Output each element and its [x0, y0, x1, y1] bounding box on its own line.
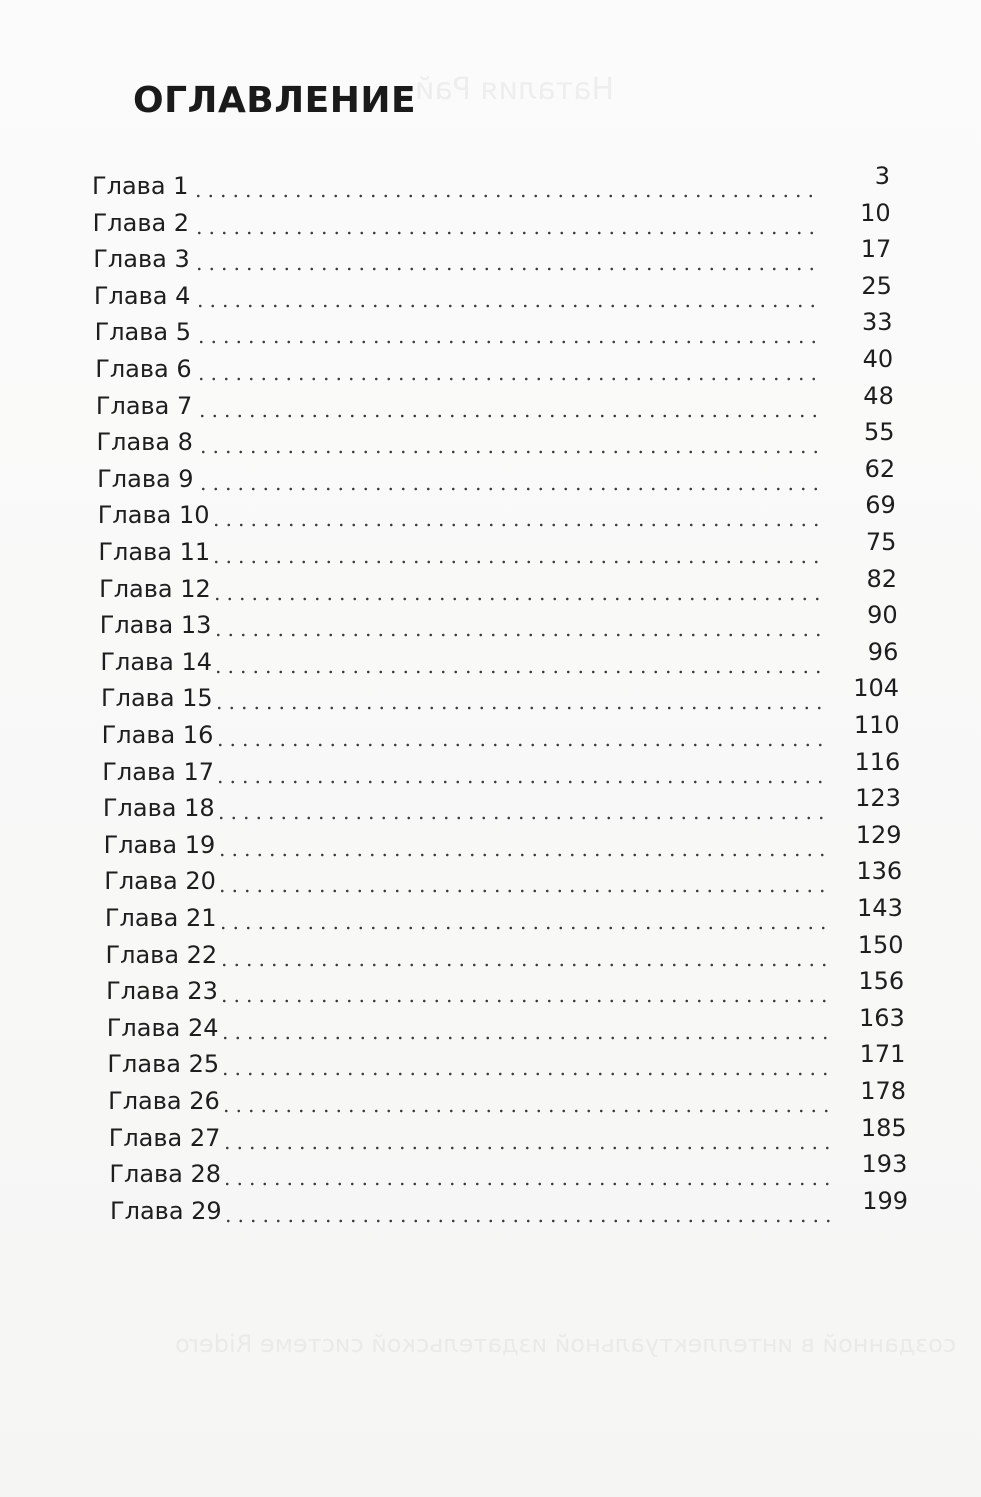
toc-entry[interactable] — [110, 1186, 908, 1229]
toc-entry-label: Глава 29 — [110, 1196, 222, 1225]
toc-leader-dots — [215, 816, 829, 820]
toc-leader-dots — [197, 450, 823, 454]
toc-entry-page-number: 171 — [859, 1040, 906, 1069]
toc-entry-label: Глава 25 — [107, 1050, 220, 1079]
toc-entry[interactable] — [94, 308, 893, 350]
toc-leader-dots — [197, 487, 823, 491]
toc-entry-page-number: 96 — [867, 637, 899, 666]
toc-entry-page-number: 185 — [860, 1113, 907, 1142]
toc-entry[interactable] — [101, 674, 899, 716]
toc-entry-page-number: 199 — [862, 1186, 908, 1215]
toc-entry[interactable] — [92, 198, 891, 241]
page-title: ОГЛАВЛЕНИЕ — [133, 80, 417, 121]
toc-leader-dots — [192, 194, 818, 198]
toc-entry-label: Глава 19 — [103, 830, 216, 859]
toc-entry[interactable] — [107, 1040, 906, 1082]
toc-leader-dots — [210, 560, 824, 564]
toc-leader-dots — [196, 414, 822, 418]
toc-leader-dots — [214, 780, 828, 784]
toc-entry-label: Глава 5 — [94, 318, 191, 347]
toc-entry[interactable] — [100, 637, 899, 680]
toc-entry[interactable] — [108, 1113, 907, 1156]
toc-entry-label: Глава 28 — [109, 1160, 222, 1189]
toc-leader-dots — [222, 1219, 836, 1223]
toc-entry[interactable] — [97, 491, 896, 533]
toc-entry-label: Глава 15 — [101, 684, 213, 713]
toc-entry-page-number: 69 — [865, 491, 896, 520]
toc-entry-page-number: 48 — [863, 381, 894, 410]
toc-entry-page-number: 3 — [874, 162, 890, 190]
toc-entry-label: Глава 27 — [108, 1123, 221, 1152]
toc-entry-label: Глава 21 — [104, 904, 217, 932]
toc-entry-label: Глава 22 — [105, 940, 218, 969]
toc-entry[interactable] — [104, 857, 903, 899]
toc-entry-label: Глава 9 — [97, 464, 194, 493]
toc-entry-label: Глава 3 — [93, 245, 190, 274]
toc-entry-page-number: 90 — [867, 601, 898, 630]
toc-leader-dots — [217, 926, 831, 930]
toc-entry[interactable] — [103, 820, 902, 863]
toc-entry-page-number: 156 — [858, 967, 905, 996]
toc-leader-dots — [220, 1109, 834, 1113]
toc-entry-page-number: 136 — [856, 857, 903, 886]
toc-leader-dots — [219, 1036, 833, 1040]
toc-entry[interactable] — [95, 345, 894, 387]
toc-entry[interactable] — [96, 418, 895, 460]
toc-entry[interactable] — [106, 967, 905, 1009]
toc-entry-page-number: 193 — [861, 1150, 908, 1179]
toc-entry-label: Глава 18 — [102, 794, 215, 823]
toc-entry-label: Глава 12 — [99, 574, 211, 603]
toc-leader-dots — [210, 523, 824, 527]
toc-leader-dots — [218, 963, 832, 967]
toc-entry-label: Глава 23 — [106, 977, 218, 1006]
toc-entry-page-number: 33 — [862, 308, 893, 337]
toc-entry-label: Глава 17 — [102, 757, 214, 786]
toc-entry[interactable] — [97, 454, 896, 497]
toc-entry-page-number: 150 — [857, 930, 904, 959]
toc-entry[interactable] — [101, 711, 900, 753]
toc-entry-page-number: 75 — [865, 528, 897, 556]
toc-entry-label: Глава 1 — [92, 172, 189, 200]
toc-leader-dots — [193, 231, 819, 235]
toc-entry-page-number: 110 — [853, 711, 900, 739]
toc-entry[interactable] — [92, 162, 890, 204]
toc-entry[interactable] — [105, 930, 904, 973]
toc-entry-page-number: 10 — [860, 198, 891, 227]
toc-entry-page-number: 17 — [860, 235, 892, 264]
toc-entry[interactable] — [93, 271, 892, 314]
toc-entry-label: Глава 16 — [101, 721, 214, 749]
toc-entry-label: Глава 8 — [96, 428, 193, 457]
toc-entry[interactable] — [99, 601, 898, 643]
toc-entry-label: Глава 26 — [108, 1087, 220, 1115]
toc-entry-page-number: 123 — [855, 784, 901, 813]
toc-entry[interactable] — [93, 235, 892, 277]
toc-entry[interactable] — [95, 381, 894, 424]
toc-entry-label: Глава 20 — [104, 867, 216, 896]
toc-leader-dots — [195, 377, 821, 381]
toc-leader-dots — [211, 597, 825, 601]
toc-entry[interactable] — [98, 528, 897, 570]
toc-entry-page-number: 116 — [854, 747, 901, 776]
toc-leader-dots — [216, 889, 830, 893]
toc-entry-label: Глава 24 — [106, 1013, 219, 1042]
toc-entry[interactable] — [109, 1150, 908, 1192]
toc-entry-page-number: 55 — [863, 418, 895, 447]
toc-leader-dots — [212, 670, 826, 674]
toc-entry-page-number: 104 — [853, 674, 899, 703]
toc-leader-dots — [194, 304, 820, 308]
toc-entry[interactable] — [99, 564, 898, 607]
toc-entry[interactable] — [102, 784, 901, 826]
toc-entry-page-number: 82 — [866, 564, 898, 593]
toc-entry-page-number: 40 — [862, 345, 894, 373]
toc-leader-dots — [218, 999, 832, 1003]
toc-entry-page-number: 163 — [858, 1003, 905, 1032]
toc-entry-label: Глава 2 — [92, 208, 190, 237]
toc-entry-label: Глава 13 — [99, 611, 212, 640]
toc-entry-page-number: 62 — [864, 454, 896, 483]
toc-leader-dots — [212, 633, 826, 637]
toc-entry-page-number: 129 — [855, 820, 902, 849]
show-through-author-text: Наталия Рай — [415, 72, 615, 107]
toc-entry-label: Глава 14 — [100, 647, 213, 676]
toc-entry-label: Глава 4 — [93, 281, 191, 310]
toc-entry[interactable] — [104, 894, 903, 936]
toc-leader-dots — [221, 1146, 835, 1150]
toc-entry-label: Глава 6 — [95, 355, 192, 383]
toc-leader-dots — [213, 706, 827, 710]
toc-entry-label: Глава 7 — [95, 391, 193, 420]
toc-leader-dots — [216, 853, 830, 857]
toc-entry-page-number: 143 — [857, 894, 903, 922]
toc-leader-dots — [214, 743, 828, 747]
toc-entry-label: Глава 11 — [98, 538, 211, 566]
toc-leader-dots — [193, 267, 819, 271]
toc-entry-page-number: 178 — [860, 1077, 907, 1105]
toc-leader-dots — [219, 1072, 833, 1076]
toc-entry[interactable] — [106, 1003, 905, 1046]
toc-entry-label: Глава 10 — [97, 501, 210, 530]
toc-entry[interactable] — [108, 1077, 907, 1119]
toc-entry-page-number: 25 — [861, 271, 892, 300]
toc-leader-dots — [221, 1182, 835, 1186]
toc-leader-dots — [195, 340, 821, 344]
show-through-publisher-text: созданной в интеллектуальной издательской системе Ridero — [175, 1330, 957, 1358]
toc-entry[interactable] — [102, 747, 901, 790]
